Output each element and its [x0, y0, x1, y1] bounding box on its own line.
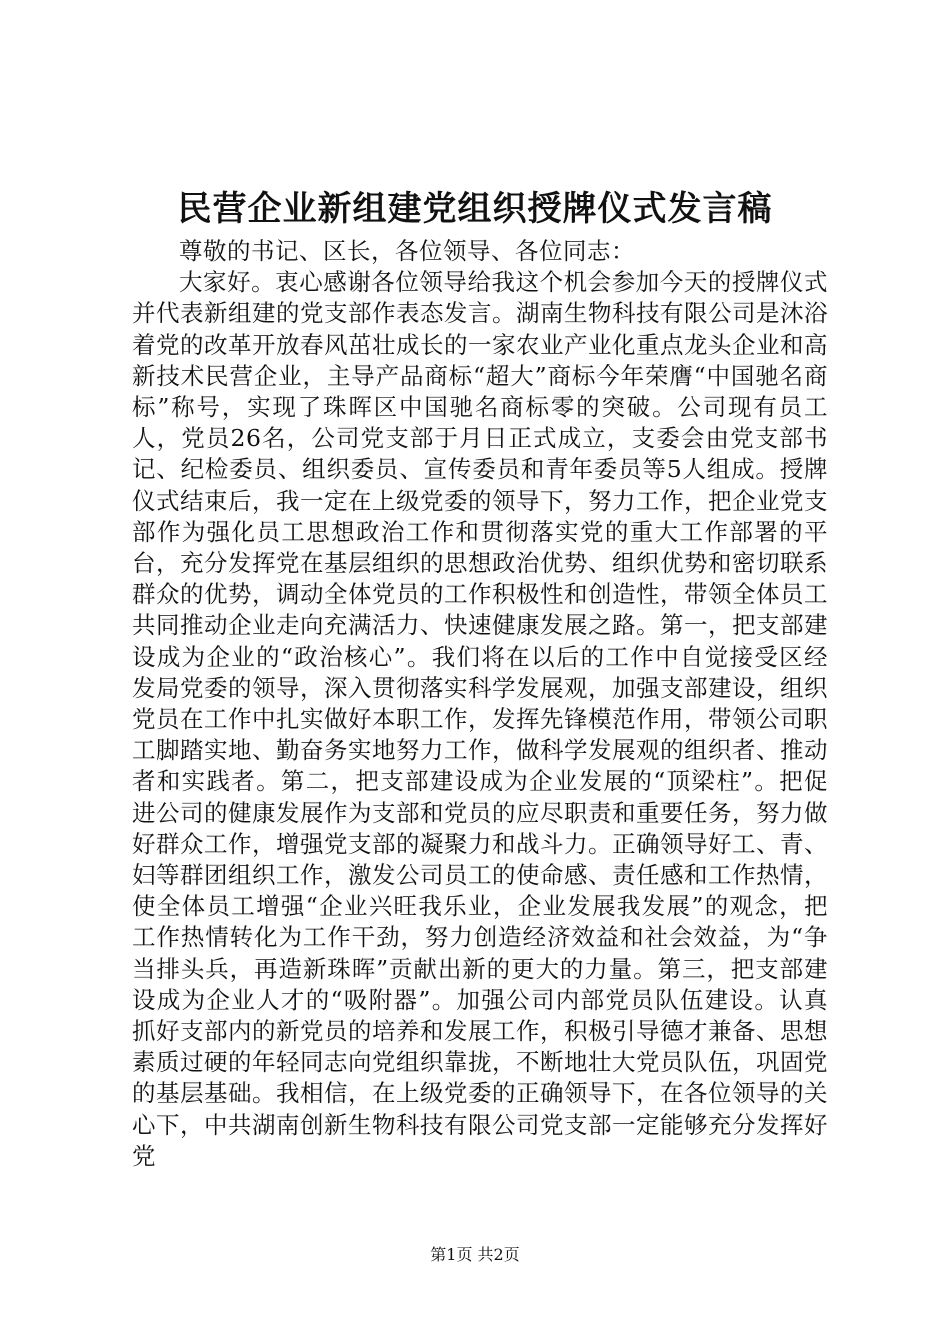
- salutation: 尊敬的书记、区长，各位领导、各位同志：: [179, 237, 635, 265]
- body-paragraph: 大家好。衷心感谢各位领导给我这个机会参加今天的授牌仪式并代表新组建的党支部作表态发言。湖南生物科技有限公司是沐浴着党的改革开放春风茁壮成长的一家农业产业化重点龙头企业和高新技术民营企业，主导产品商标“超大”商标今年荣膺“中国驰名商标”称号，实现了珠晖区中国驰名商标零的突破。公司现有员工人，党员26名，公司党支部于月日正式成立，支委会由党支部书记、纪检委员、组织委员、宣传委员和青年委员等5人组成。授牌仪式结束后，我一定在上级党委的领导下，努力工作，把企业党支部作为强化员工思想政治工作和贯彻落实党的重大工作部署的平台，充分发挥党在基层组织的思想政治优势、组织优势和密切联系群众的优势，调动全体党员的工作积极性和创造性，带领全体员工共同推动企业走向充满活力、快速健康发展之路。第一，把支部建设成为企业的“政治核心”。我们将在以后的工作中自觉接受区经发局党委的领导，深入贯彻落实科学发展观，加强支部建设，组织党员在工作中扎实做好本职工作，发挥先锋模范作用，带领公司职工脚踏实地、勤奋务实地努力工作，做科学发展观的组织者、推动者和实践者。第二，把支部建设成为企业发展的“顶梁柱”。把促进公司的健康发展作为支部和党员的应尽职责和重要任务，努力做好群众工作，增强党支部的凝聚力和战斗力。正确领导好工、青、妇等群团组织工作，激发公司员工的使命感、责任感和工作热情，使全体员工增强“企业兴旺我乐业，企业发展我发展”的观念，把工作热情转化为工作干劲，努力创造经济效益和社会效益，为“争当排头兵，再造新珠晖”贡献出新的更大的力量。第三，把支部建设成为企业人才的“吸附器”。加强公司内部党员队伍建设。认真抓好支部内的新党员的培养和发展工作，积极引导德才兼备、思想素质过硬的年轻同志向党组织靠拢，不断地壮大党员队伍，巩固党的基层基础。我相信，在上级党委的正确领导下，在各位领导的关心下，中共湖南创新生物科技有限公司党支部一定能够充分发挥好党: [132, 268, 828, 1170]
- document-title: 民营企业新组建党组织授牌仪式发言稿: [177, 189, 773, 229]
- document-body: [132, 236, 828, 1172]
- page-footer: 第1页 共2页: [430, 1245, 520, 1264]
